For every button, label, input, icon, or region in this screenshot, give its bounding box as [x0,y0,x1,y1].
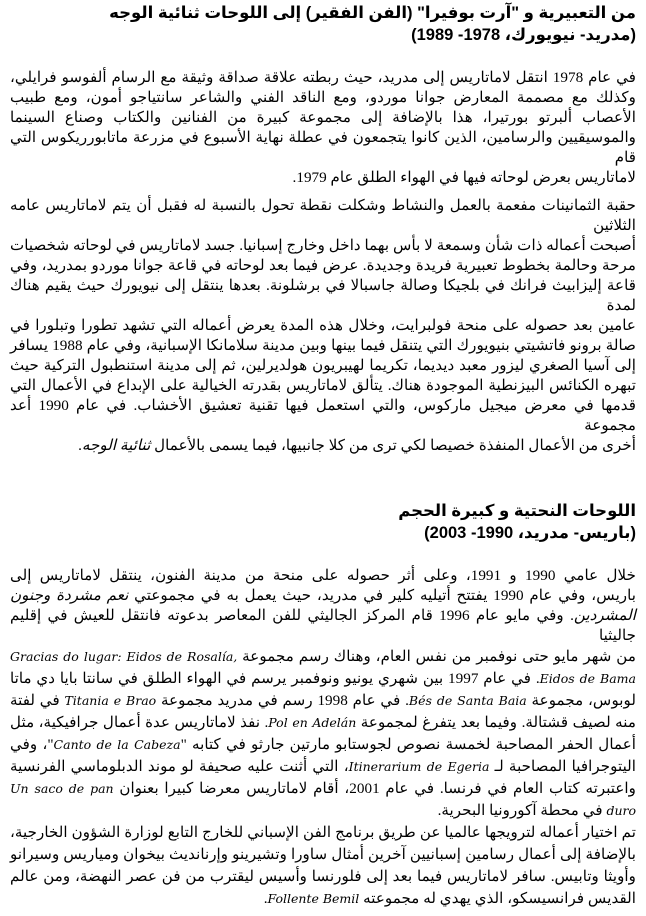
text: ، التي أثنت عليه صحيفة لو موند الدبلوماسي الفرنسية [10,758,349,775]
text: أعمال الحفر المصاحبة لخمسة نصوص لجوستابو مارتين جارثو في كتابه " [180,736,637,753]
section1-title-line2: (مدريد- نيويورك، 1978- 1989) [411,26,636,44]
latin-title: Bés de Santa Baia [408,693,527,708]
section2-line [10,586,636,606]
latin-title: Gracias do lugar: Eidos de Rosalía, [10,649,238,664]
text: "، وفي [10,736,54,753]
text: . نفذ لاماتاريس عدة أعمال جرافيكية، مثل [10,714,269,731]
para2-line: قدمها في معرض ميجيل ماركوس، والتي استعمل فيها تقنية تعشيق الأخشاب. في عام 1990 أعد مجموعة [10,397,636,434]
latin-title: Pol en Adelán [268,715,357,730]
para2-line: عامين بعد حصوله على منحة فولبرايت، وخلال هذه المدة يعرض أعماله التي تشهد تطورا وتبلورا في [10,317,636,334]
latin-title: Eidos de Bama [539,671,636,686]
para2-line: إلى آسيا الصغري ليزور معبد ديديما، تكريما لهيبريون هولديرلين، ثم إلى مدينة استنطبول التركية حيث [10,357,636,374]
section2-line [10,756,636,778]
section2-line [10,668,636,690]
text: من شهر مايو حتى نوفمبر من نفس العام، وهناك رسم مجموعة [237,648,636,665]
latin-title: Titania e Brao [64,693,157,708]
latin-title: Itinerarium de Egeria [348,759,490,774]
para2-line: قاعة إليزابيث فرانك في بلجيكا وصالة جاسبالا في برشلونة. بعدها ينتقل إلى نيويورك حيث يقيم هناك لمدة [10,277,636,314]
latin-title: Follente Bemil [267,891,360,906]
para2-line: تبهره الكنائس البيزنطية الموجودة هناك. يتألق لاماتاريس بقدرته الخيالية على الإبداع في الأعمال التي [10,377,636,394]
section2-line [10,606,636,646]
latin-title: Canto de la Cabeza [53,737,181,752]
text: في لفتة [10,692,65,709]
text: . وفي مايو عام 1996 قام المركز الجاليثي للفن المعاصر بدعوته فانتقل للعيش في إقليم جاليثيا [10,607,636,644]
spacer [10,188,636,196]
section2-line: بالإضافة إلى أعمال رسامين إسبانيين آخرين أمثال ساورا وتشيرينو وإرنانديث بيخوان ومياريس وسيرانو [10,846,636,863]
text: واعتبرته كتاب العام في فرنسا. في عام 2001، أقام لاماتاريس معرضا كبيرا بعنوان [113,780,636,797]
latin-title: duro [606,803,636,818]
para1-line: في عام 1978 انتقل لاماتاريس إلى مدريد، حيث ربطته علاقة صداقة وثيقة مع الرسام ألفوسو فرايلي، [10,69,636,86]
spacer [10,456,636,500]
para2-line: صالة برونو فاتشيتي بنيويورك التي يتنقل فيما بينها وبين مدينة سلامانكا الإسبانية، وفي عام 1988 يسافر [10,337,636,354]
section2-line: تم اختيار أعماله لترويجها عالميا عن طريق برنامج الفن الإسباني للخارج التابع لوزارة الشؤون الخارجية، [10,824,636,841]
para2-line: مرحة وحالمة بخطوط تعبيرية فريدة وجديدة. عرض فيما بعد لوحاته في قاعة جوانا موردو بمدريد، وفي [10,257,636,274]
text: في محطة آكورونيا البحرية. [437,802,607,819]
text: . في عام 1998 رسم في مدريد مجموعة [156,692,409,709]
para2-last-line [10,436,636,456]
para1-line: الأعصاب ألبرتو بورتيرا، هذا بالإضافة إلى مجموعة كبيرة من الفنانين والكتاب وصناع السينما [10,109,636,126]
para2-end: . [78,437,82,454]
text: القديس فرانسيسكو، الذي يهدي له مجموعته [359,890,636,907]
text: . [263,890,268,907]
italic-title: المشردين [573,607,636,624]
latin-title: Un saco de pan [10,781,114,796]
section2-line [10,690,636,712]
text: لوبوس، مجموعة [526,692,636,709]
text: اليتوجرافيا المصاحبة لـ [489,758,636,775]
section1-title-line1: من التعبيرية و "آرت بوفيرا" (الفن الفقير) إلى اللوحات ثنائية الوجه [109,4,636,22]
spacer [10,46,636,68]
section2-line: خلال عامي 1990 و 1991، وعلى أثر حصوله على منحة من مدينة الفنون، ينتقل لاماتاريس إلى [10,567,636,584]
text: . في عام 1997 بين شهري يونيو ونوفمبر يرسم في الهواء الطلق في سانتا بايا دي ماتا [10,670,540,687]
para1-line: لاماتاريس بعرض لوحاته فيها في الهواء الطلق عام 1979. [292,169,636,186]
section2-line [10,646,636,668]
spacer [10,544,636,566]
para2-italic-term: ثنائية الوجه [81,437,151,454]
para1-line: والموسيقيين والرسامين، الذين كانوا يتجمعون في عطلة نهاية الأسبوع في مزرعة ماتابورريكوس التي قام [10,129,636,166]
para2-line: أصبحت أعماله ذات شأن وسمعة لا بأس بهما داخل وخارج إسبانيا. جسد لاماتاريس في لوحاته شخصيات [10,237,636,254]
text: منه لصيف قشتالة. وفيما بعد يتفرغ لمجموعة [356,714,636,731]
para2-text: أخرى من الأعمال المنفذة خصيصا لكي ترى من كلا جانبيها، فيما يسمى بالأعمال [150,437,636,454]
text: باريس، وفي عام 1990 يفتتح أتيليه كلير في مدريد، حيث يعمل به في مجموعتي [128,587,636,604]
section2-line [10,712,636,734]
para1-line: وكذلك مع مصممة المعارض جوانا موردو، ومع الناقد الفني والشاعر سانتياجو أمون، ومع طبيب [10,89,636,106]
section2-line [10,734,636,756]
italic-title: نعم مشردة وجنون [10,587,129,604]
section2-line [10,888,636,910]
section2-line [10,800,636,822]
section2-title-line1: اللوحات النحتية و كبيرة الحجم [398,502,636,520]
section2-line: وأويثا وتابيس. سافر لاماتاريس فيما بعد إلى فلورنسا وأسيس ليقترب من فن عصر النهضة، ومن عالم [10,868,636,885]
para2-line: حقبة الثمانينات مفعمة بالعمل والنشاط وشكلت نقطة تحول بالنسبة له فقبل أن يتم لاماتاريس عامه الثلاثين [10,197,636,234]
section2-line [10,778,636,800]
section2-title-line2: (باريس- مدريد، 1990- 2003) [424,524,636,542]
